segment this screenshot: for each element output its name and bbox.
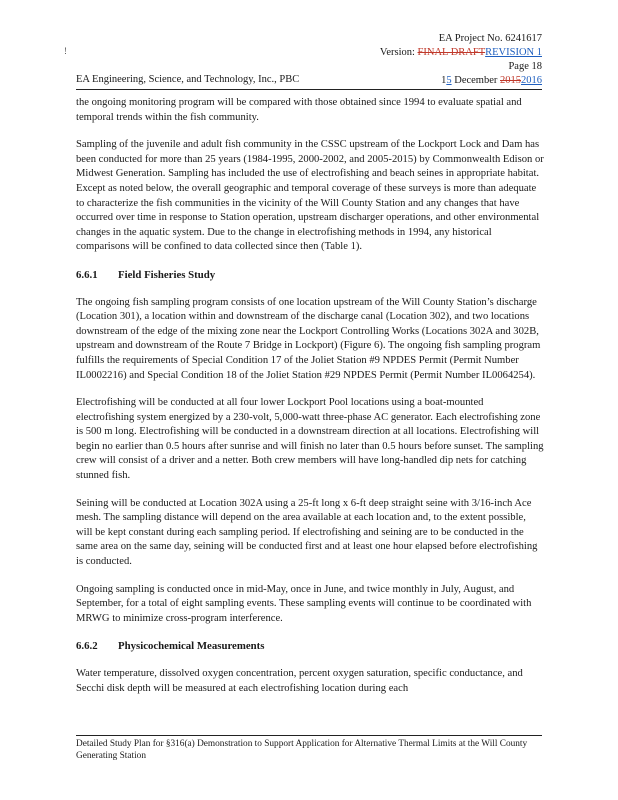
section-title: Field Fisheries Study — [118, 268, 216, 281]
year-deleted: 2015 — [500, 75, 521, 86]
version-line — [380, 46, 542, 60]
footer-text: Detailed Study Plan for §316(a) Demonstration to Support Application for Alternative Thermal Limits at the Will County Generating Station — [76, 739, 528, 761]
project-number: EA Project No. 6241617 — [438, 33, 542, 44]
year-inserted: 2016 — [521, 75, 542, 86]
section-title: Physicochemical Measurements — [118, 640, 265, 653]
paragraph: the ongoing monitoring program will be compared with those obtained since 1994 to evaluate spatial and temporal trends within the fish community. — [76, 97, 522, 123]
section-number: 6.6.1 — [76, 268, 98, 281]
header-divider — [76, 89, 542, 90]
date-prefix: 1 — [441, 75, 447, 86]
version-deleted: FINAL DRAFT — [417, 47, 486, 58]
version-inserted: REVISION 1 — [485, 47, 542, 58]
section-heading-field-fisheries — [76, 268, 544, 283]
page-number: Page 18 — [508, 61, 542, 72]
paragraph: Sampling of the juvenile and adult fish community in the CSSC upstream of the Lockport Lock and Dam has been conducted for more than 25 years (1984-1995, 2000-2002, and 2005-2015) by Commonwealth Edison or Midwest Generation. Sampling has included the use of electrofishing and beach seines in appropriate habitat. Except as noted below, the overall geographic and temporal coverage of these surveys is more than adequate to characterize the fish communities in the vicinity of the Will County Station and any changes that have occurred over time in response to Station operation, upstream discharger operations, and other environmental changes in the aquatic system. Due to the change in electrofishing methods in 1994, any historical comparisons will be confined to data collected since then (Table 1). — [76, 139, 544, 253]
paragraph: Ongoing sampling is conducted once in mid-May, once in June, and twice monthly in July, August, and September, for a total of eight sampling events. These sampling events will continue to be coordinated with MRWG to minimize cross-program interference. — [76, 583, 532, 624]
date-month: December — [451, 75, 500, 86]
paragraph: Water temperature, dissolved oxygen concentration, percent oxygen saturation, specific conductance, and Secchi disk depth will be measured at each electrofishing location during each — [76, 668, 523, 694]
date-line — [380, 74, 542, 88]
section-number: 6.6.2 — [76, 640, 98, 653]
paragraph: Electrofishing will be conducted at all four lower Lockport Pool locations using a boat-mounted electrofishing system energized by a 230-volt, 5,000-watt three-phase AC generator. Each electrofishing zone is 500 m long. Electrofishing will be conducted in a downstream direction at all locations. Electrofishing will begin no earlier than 0.5 hours after sunrise and will finish no later than 0.5 hours before sunset. The sampling crew will consist of a driver and a netter. Both crew members will have long-handled dip nets for catching stunned fish. — [76, 397, 544, 482]
document-body — [76, 96, 544, 709]
paragraph: The ongoing fish sampling program consists of one location upstream of the Will County Station’s discharge (Location 301), a location within and downstream of the discharge canal (Location 302), and two locations downstream of the edge of the mixing zone near the Lockport Controlling Works (Locations 302A and 302B, upstream and downstream of the Route 7 Bridge in Lockport) (Figure 6). The ongoing fish sampling program fulfills the requirements of Special Condition 17 of the Joliet Station #9 NPDES Permit (Permit Number IL0002216) and Special Condition 18 of the Joliet Station #29 NPDES Permit (Permit Number IL0064254). — [76, 296, 541, 381]
section-heading-physicochemical — [76, 639, 544, 654]
footer-divider — [76, 735, 542, 736]
date-inserted-digit: 5 — [446, 75, 452, 86]
margin-mark: ! — [64, 46, 67, 56]
header-right-block — [380, 32, 542, 88]
paragraph: Seining will be conducted at Location 302A using a 25-ft long x 6-ft deep straight seine with 3/16-inch Ace mesh. The sampling distance will depend on the area available at each location and, to the extent possible, will be kept constant during each sampling period. If electrofishing and seining are to be conducted in the same area on the same day, seining will be conducted first and at least one hour elapsed before electrofishing is conducted. — [76, 497, 538, 568]
company-name: EA Engineering, Science, and Technology, Inc., PBC — [76, 74, 300, 85]
version-label: Version: — [379, 47, 418, 58]
